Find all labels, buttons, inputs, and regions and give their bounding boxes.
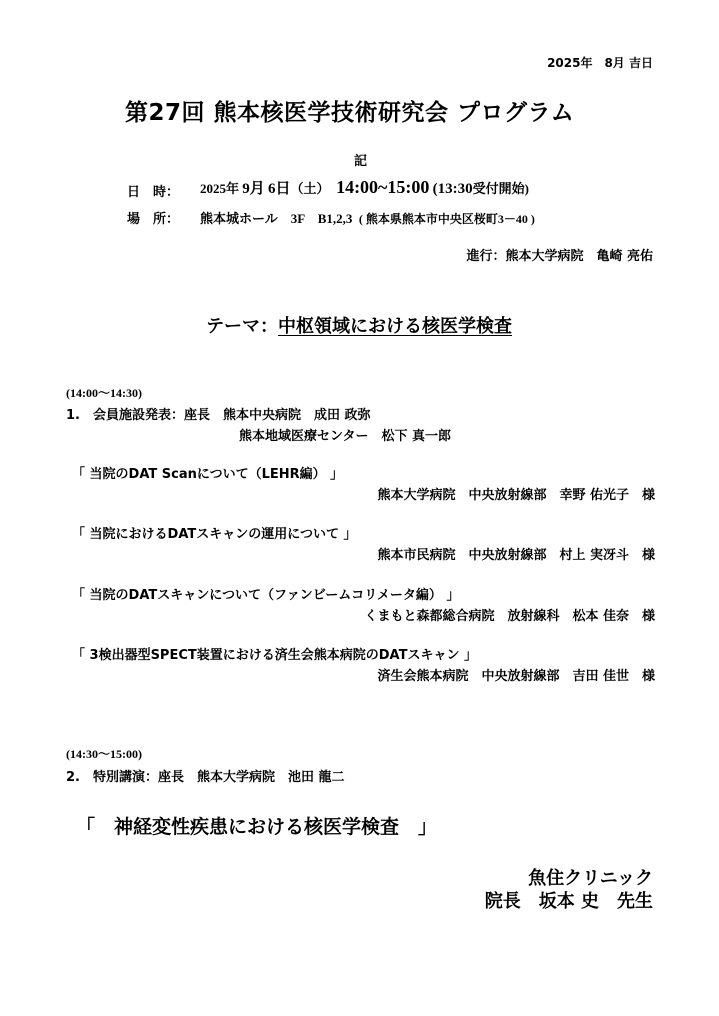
presentation-affiliation: くまもと森都総合病院 放射線科 松本 佳奈 様 bbox=[364, 609, 655, 624]
session1-heading: 1. 会員施設発表：座長 熊本中央病院 成田 政弥 bbox=[66, 408, 371, 423]
venue-value bbox=[200, 208, 535, 227]
session1-time: (14:00～14:30) bbox=[66, 386, 142, 400]
ki-marker: 記 bbox=[354, 154, 368, 169]
session2-time: (14:30～15:00) bbox=[66, 747, 142, 761]
datetime-year: 2025年 bbox=[200, 181, 240, 196]
venue-name: 熊本城ホール 3F B1,2,3 bbox=[200, 211, 353, 226]
datetime-month: 9月 bbox=[242, 181, 265, 197]
theme-heading bbox=[206, 312, 512, 338]
document-date: 2025年 8月 吉日 bbox=[547, 56, 653, 70]
presentation-title: 「 当院のDATスキャンについて（ファンビームコリメータ編） 」 bbox=[72, 588, 460, 603]
page-title: 第27回 熊本核医学技術研究会 プログラム bbox=[125, 100, 575, 126]
datetime-reception-time: (13:30 bbox=[432, 181, 473, 197]
theme-prefix: テーマ： bbox=[206, 316, 278, 337]
host-moderator: 進行：熊本大学病院 亀崎 亮佑 bbox=[466, 249, 653, 264]
presentation-affiliation: 熊本大学病院 中央放射線部 幸野 佑光子 様 bbox=[377, 488, 655, 503]
presentation-title: 「 3検出器型SPECT装置における済生会熊本病院のDATスキャン 」 bbox=[72, 648, 477, 663]
presentation-title: 「 当院におけるDATスキャンの運用について 」 bbox=[72, 527, 357, 542]
datetime-time: 14:00~15:00 bbox=[336, 177, 430, 197]
lecture-title: 「 神経変性疾患における核医学検査 」 bbox=[76, 816, 438, 838]
theme-title: 中枢領域における核医学検査 bbox=[278, 316, 512, 337]
speaker-name: 院長 坂本 史 先生 bbox=[484, 891, 653, 912]
datetime-day: 6日 bbox=[268, 181, 291, 197]
datetime-weekday: （土） bbox=[290, 181, 330, 196]
venue-label: 場 所： bbox=[127, 212, 180, 227]
datetime-reception-text: 受付開始) bbox=[472, 181, 530, 196]
session1-co-chair: 熊本地域医療センター 松下 真一郎 bbox=[239, 429, 452, 444]
speaker-affiliation: 魚住クリニック bbox=[528, 868, 653, 889]
presentation-affiliation: 熊本市民病院 中央放射線部 村上 実冴斗 様 bbox=[377, 548, 655, 563]
session2-heading: 2. 特別講演：座長 熊本大学病院 池田 龍二 bbox=[66, 770, 345, 785]
presentation-affiliation: 済生会熊本病院 中央放射線部 吉田 佳世 様 bbox=[377, 669, 655, 684]
datetime-label: 日 時： bbox=[127, 185, 180, 200]
datetime-value bbox=[200, 177, 529, 198]
presentation-title: 「 当院のDAT Scanについて（LEHR編） 」 bbox=[72, 467, 344, 482]
venue-address: ( 熊本県熊本市中央区桜町3－40 ) bbox=[358, 212, 535, 226]
